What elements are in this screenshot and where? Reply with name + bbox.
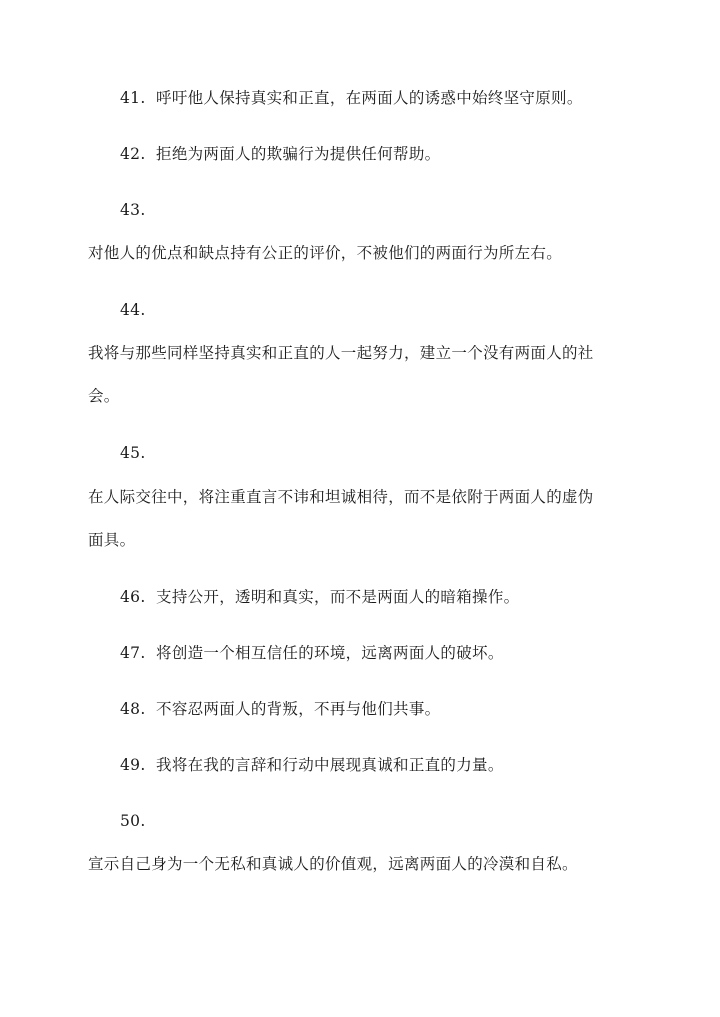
item-number: 48. <box>120 700 146 718</box>
item-text: 呼吁他人保持真实和正直，在两面人的诱惑中始终坚守原则。 <box>156 89 583 107</box>
list-item-46 <box>120 587 519 607</box>
list-item-44-text-line1: 我将与那些同样坚持真实和正直的人一起努力，建立一个没有两面人的社 <box>88 344 594 362</box>
item-number: 41. <box>120 89 146 107</box>
item-number: 47. <box>120 644 146 662</box>
item-text: 我将在我的言辞和行动中展现真诚和正直的力量。 <box>156 756 504 774</box>
list-item-42 <box>120 144 440 164</box>
item-text: 将创造一个相互信任的环境，远离两面人的破坏。 <box>156 644 504 662</box>
list-item-47 <box>120 643 504 663</box>
item-text: 支持公开，透明和真实，而不是两面人的暗箱操作。 <box>156 588 520 606</box>
list-item-45-number: 45. <box>120 444 146 462</box>
list-item-43-text: 对他人的优点和缺点持有公正的评价，不被他们的两面行为所左右。 <box>88 244 563 262</box>
item-number: 49. <box>120 756 146 774</box>
list-item-50-number: 50. <box>120 812 146 830</box>
item-text: 不容忍两面人的背叛，不再与他们共事。 <box>156 700 441 718</box>
list-item-44-number: 44. <box>120 301 146 319</box>
list-item-45-text-line1: 在人际交往中，将注重直言不讳和坦诚相待，而不是依附于两面人的虚伪 <box>88 488 594 506</box>
item-number: 42. <box>120 145 146 163</box>
list-item-49 <box>120 755 504 775</box>
list-item-43-number: 43. <box>120 201 146 219</box>
list-item-41 <box>120 88 583 108</box>
list-item-48 <box>120 699 440 719</box>
list-item-50-text: 宣示自己身为一个无私和真诚人的价值观，远离两面人的冷漠和自私。 <box>88 855 578 873</box>
item-text: 拒绝为两面人的欺骗行为提供任何帮助。 <box>156 145 441 163</box>
item-number: 46. <box>120 588 146 606</box>
list-item-45-text-line2: 面具。 <box>88 531 136 549</box>
list-item-44-text-line2: 会。 <box>88 387 120 405</box>
